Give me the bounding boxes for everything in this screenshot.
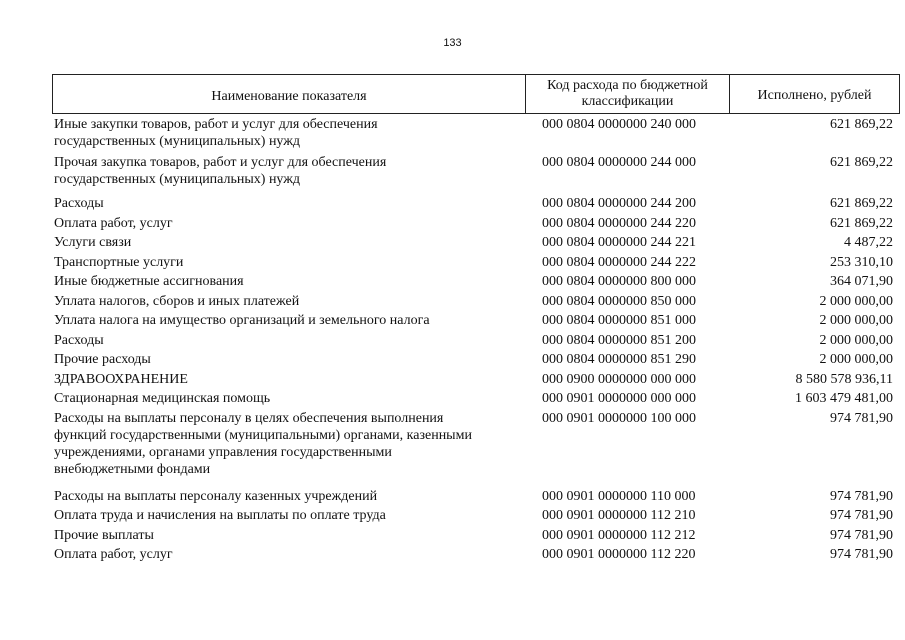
table-row <box>0 273 905 293</box>
table-row <box>0 351 905 371</box>
table-row <box>0 154 905 195</box>
row-code: 000 0804 0000000 244 200 <box>542 196 696 211</box>
row-amount: 974 781,90 <box>830 527 893 543</box>
row-amount: 2 000 000,00 <box>819 352 893 367</box>
table-row <box>0 488 905 508</box>
row-name: Расходы на выплаты персоналу в целях обеспечения выполнения функций государственными (муниципальными) органами, казенными учреждениями, органами управления государственными внебюджетными фондами <box>54 410 472 477</box>
row-code: 000 0804 0000000 800 000 <box>542 274 696 289</box>
row-name: Иные бюджетные ассигнования <box>54 274 244 289</box>
row-amount: 8 580 578 936,11 <box>795 371 893 387</box>
row-name: Расходы <box>54 332 104 348</box>
row-name: Расходы <box>54 196 104 211</box>
row-name: Оплата труда и начисления на выплаты по оплате труда <box>54 508 386 523</box>
row-code: 000 0804 0000000 240 000 <box>542 117 696 132</box>
header-name: Наименование показателя <box>53 75 526 113</box>
table-row <box>0 195 905 215</box>
row-name: Услуги связи <box>54 235 132 250</box>
row-name: ЗДРАВООХРАНЕНИЕ <box>54 371 188 387</box>
row-code: 000 0901 0000000 112 212 <box>542 527 696 543</box>
table-row <box>0 410 905 488</box>
row-name: Уплата налога на имущество организаций и земельного налога <box>54 313 430 328</box>
header-code: Код расхода по бюджетной классификации <box>526 75 730 113</box>
row-code: 000 0804 0000000 244 000 <box>542 155 696 170</box>
row-amount: 621 869,22 <box>830 196 893 211</box>
row-amount: 253 310,10 <box>830 254 893 270</box>
table-row <box>0 507 905 527</box>
row-amount: 621 869,22 <box>830 155 893 170</box>
row-name: Прочие расходы <box>54 352 151 367</box>
row-code: 000 0900 0000000 000 000 <box>542 371 696 387</box>
row-amount: 1 603 479 481,00 <box>795 391 893 406</box>
row-code: 000 0804 0000000 244 221 <box>542 235 696 250</box>
row-code: 000 0901 0000000 112 210 <box>542 508 696 523</box>
row-amount: 364 071,90 <box>830 274 893 289</box>
table-row <box>0 312 905 332</box>
row-code: 000 0804 0000000 851 200 <box>542 332 696 348</box>
row-code: 000 0901 0000000 112 220 <box>542 547 696 562</box>
row-name: Прочая закупка товаров, работ и услуг для обеспечения государственных (муниципальных) нужд <box>54 155 387 187</box>
row-amount: 621 869,22 <box>830 215 893 231</box>
row-amount: 974 781,90 <box>830 488 893 504</box>
page-number: 133 <box>443 37 462 49</box>
header-amount: Исполнено, рублей <box>757 88 872 103</box>
row-name: Уплата налогов, сборов и иных платежей <box>54 293 300 309</box>
row-code: 000 0804 0000000 851 000 <box>542 313 696 328</box>
table-row <box>0 527 905 547</box>
row-amount: 2 000 000,00 <box>819 313 893 328</box>
row-code: 000 0804 0000000 850 000 <box>542 293 696 309</box>
row-amount: 4 487,22 <box>844 235 893 250</box>
row-name: Стационарная медицинская помощь <box>54 391 271 406</box>
row-name: Прочие выплаты <box>54 527 154 543</box>
row-name: Расходы на выплаты персоналу казенных учреждений <box>54 488 378 504</box>
table-row <box>0 332 905 352</box>
row-code: 000 0804 0000000 244 220 <box>542 215 696 231</box>
row-amount: 974 781,90 <box>830 547 893 562</box>
table-header <box>52 74 900 114</box>
row-code: 000 0901 0000000 110 000 <box>542 488 696 504</box>
row-amount: 2 000 000,00 <box>819 293 893 309</box>
table-row <box>0 390 905 410</box>
row-name: Оплата работ, услуг <box>54 215 173 231</box>
table-row <box>0 546 905 566</box>
row-name: Транспортные услуги <box>54 254 184 270</box>
table-row <box>0 371 905 391</box>
row-amount: 974 781,90 <box>830 410 893 426</box>
row-amount: 621 869,22 <box>830 117 893 132</box>
row-code: 000 0804 0000000 244 222 <box>542 254 696 270</box>
row-amount: 974 781,90 <box>830 508 893 523</box>
table-row <box>0 254 905 274</box>
table-row <box>0 215 905 235</box>
table-body <box>0 116 905 566</box>
row-code: 000 0901 0000000 000 000 <box>542 391 696 406</box>
table-row <box>0 116 905 154</box>
row-code: 000 0901 0000000 100 000 <box>542 410 696 426</box>
table-row <box>0 234 905 254</box>
row-name: Оплата работ, услуг <box>54 547 173 562</box>
row-name: Иные закупки товаров, работ и услуг для обеспечения государственных (муниципальных) нужд <box>54 117 378 149</box>
row-amount: 2 000 000,00 <box>819 332 893 348</box>
row-code: 000 0804 0000000 851 290 <box>542 352 696 367</box>
table-row <box>0 293 905 313</box>
